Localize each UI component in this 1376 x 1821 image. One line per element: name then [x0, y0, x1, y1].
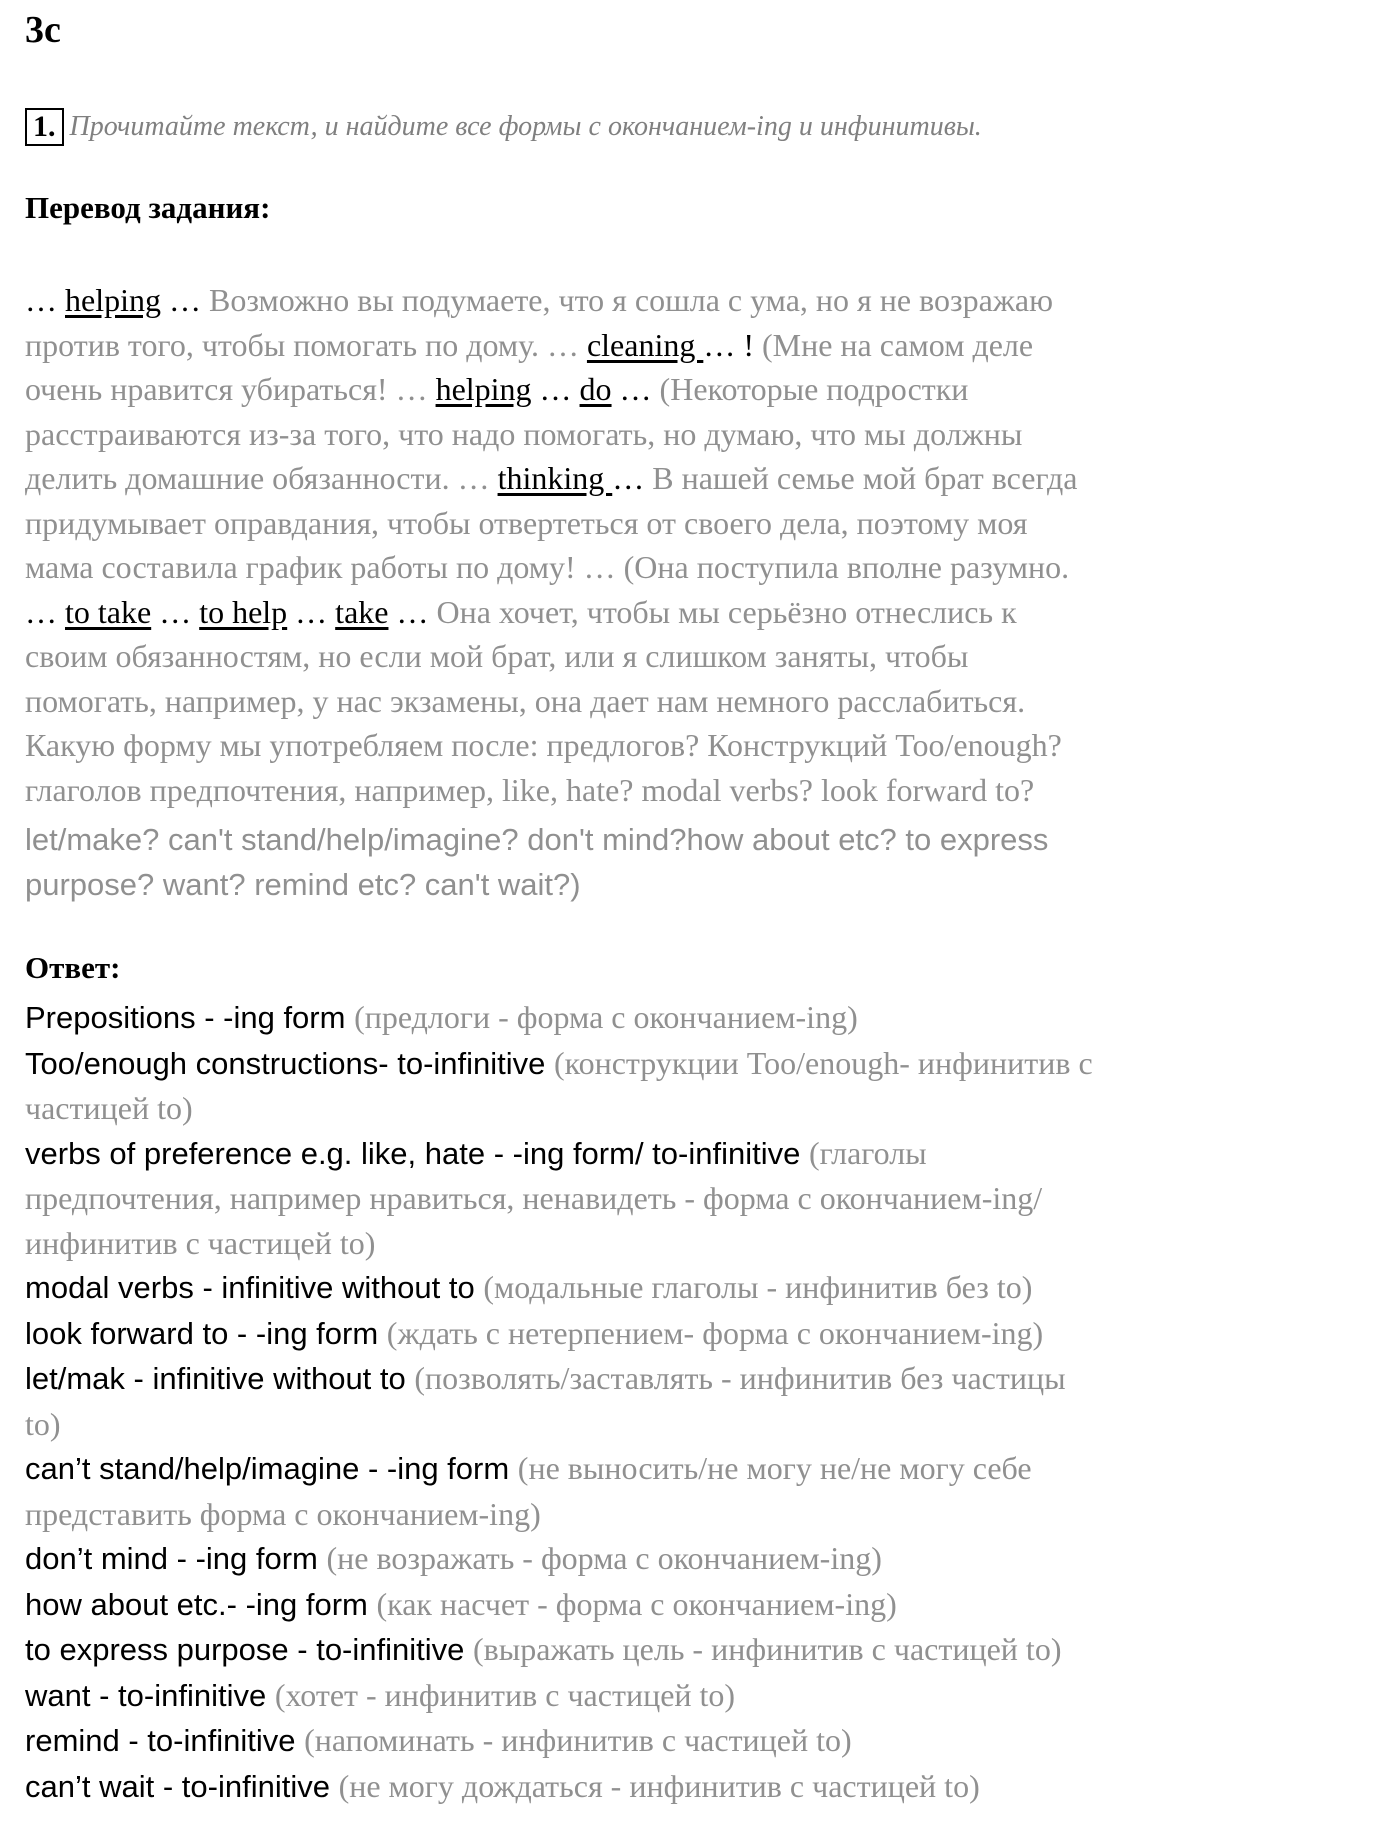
highlighted-word: thinking	[497, 460, 613, 496]
answer-rule: look forward to - -ing form	[25, 1315, 387, 1351]
translation-line	[25, 456, 1345, 501]
task-number-box: 1.	[25, 108, 64, 146]
answer-translation: (предлоги - форма с окончанием-ing)	[354, 999, 858, 1035]
translation-segment: purpose? want? remind etc? can't wait?)	[25, 866, 581, 902]
highlighted-word: helping	[65, 282, 161, 318]
answer-line	[25, 1673, 1350, 1719]
translation-segment: Какую форму мы употребляем после: предлогов? Конструкций Too/enough?	[25, 727, 1062, 763]
answer-rule: modal verbs - infinitive without to	[25, 1270, 484, 1305]
translation-line	[25, 590, 1345, 635]
translation-segment: (Некоторые подростки	[659, 371, 969, 407]
answer-translation: (не могу дождаться - инфинитив с частицей to)	[338, 1767, 980, 1804]
highlighted-word: to help	[199, 593, 288, 630]
translation-segment: против того, чтобы помогать по дому. …	[25, 326, 587, 363]
answer-line	[25, 1311, 1350, 1357]
answer-rule: let/mak - infinitive without to	[25, 1361, 415, 1396]
translation-line	[25, 863, 1345, 908]
answer-line	[25, 1492, 1350, 1537]
highlighted-word: to take	[65, 593, 152, 630]
answer-translation: to)	[25, 1405, 61, 1442]
translation-segment: В нашей семье мой брат всегда	[652, 460, 1078, 496]
translation-line	[25, 367, 1345, 412]
translation-segment: …	[388, 593, 437, 630]
translation-segment: (Мне на самом деле	[761, 326, 1034, 363]
translation-segment: … !	[703, 326, 762, 363]
answer-line	[25, 1176, 1350, 1221]
translation-segment: расстраиваются из-за того, что надо помогать, но думаю, что мы должны	[25, 415, 1023, 452]
translation-line	[25, 545, 1345, 590]
translation-line	[25, 768, 1345, 813]
translation-line	[25, 723, 1345, 768]
translation-segment: …	[612, 460, 653, 496]
answer-translation: (позволять/заставлять - инфинитив без частицы	[414, 1360, 1066, 1396]
translation-segment: глаголов предпочтения, например, like, hate? modal verbs? look forward to?	[25, 771, 1035, 808]
translation-segment: …	[287, 593, 336, 630]
answer-translation: (ждать с нетерпением- форма с окончанием-ing)	[386, 1314, 1044, 1351]
answer-line	[25, 1356, 1350, 1402]
answer-translation: (не возражать - форма с окончанием-ing)	[326, 1540, 882, 1576]
translation-segment: мама составила график работы по дому! … (Она поступила вполне разумно.	[25, 549, 1070, 585]
answer-line	[25, 1536, 1350, 1582]
answer-line	[25, 1041, 1350, 1087]
answer-line	[25, 1446, 1350, 1492]
translation-segment: let/make? can't stand/help/imagine? don't mind?how about etc? to express	[25, 822, 1049, 857]
section-title: 3c	[25, 9, 61, 51]
answer-translation: предпочтения, например нравиться, ненавидеть - форма с окончанием-ing/	[25, 1180, 1043, 1216]
answer-rule: want - to-infinitive	[25, 1677, 275, 1713]
answer-line	[25, 1131, 1350, 1177]
translation-line	[25, 818, 1345, 863]
translation-segment: делить домашние обязанности. …	[25, 460, 498, 496]
answer-rule: can’t wait - to-infinitive	[25, 1768, 339, 1804]
translation-line	[25, 679, 1345, 724]
answer-translation: (напоминать - инфинитив с частицей to)	[304, 1722, 852, 1758]
translation-segment: …	[611, 371, 660, 407]
translation-segment: Возможно вы подумаете, что я сошла с ума, но я не возражаю	[208, 282, 1054, 318]
translation-segment: помогать, например, у нас экзамены, она дает нам немного расслабиться.	[25, 682, 1026, 719]
answer-line	[25, 1265, 1350, 1311]
translation-line	[25, 278, 1345, 323]
translation-segment: …	[531, 371, 580, 407]
translation-line	[25, 323, 1345, 368]
translation-segment: придумывает оправдания, чтобы отвертеться от своего дела, поэтому моя	[25, 504, 1028, 541]
answer-translation: представить форма с окончанием-ing)	[25, 1495, 541, 1532]
answer-rule: to express purpose - to-infinitive	[25, 1632, 473, 1667]
answer-rule: Too/enough constructions- to-infinitive	[25, 1045, 555, 1081]
answer-translation: (конструкции Too/enough- инфинитив с	[554, 1044, 1093, 1081]
translation-segment: очень нравится убираться! …	[25, 371, 436, 407]
answer-line	[25, 1627, 1350, 1673]
translation-segment: …	[25, 593, 65, 630]
highlighted-word: helping	[435, 371, 532, 407]
task-instruction: Прочитайте текст, и найдите все формы с окончанием-ing и инфинитивы.	[69, 111, 982, 142]
translation-segment: …	[151, 593, 200, 630]
answer-line	[25, 1086, 1350, 1131]
highlighted-word: cleaning	[586, 326, 704, 363]
answer-rule: how about etc.- -ing form	[25, 1586, 377, 1622]
answer-translation: частицей to)	[25, 1090, 193, 1126]
task-line	[25, 108, 982, 146]
answer-rule: remind - to-infinitive	[25, 1723, 305, 1758]
translation-line	[25, 634, 1345, 679]
answer-rule: Prepositions - -ing form	[25, 1000, 355, 1035]
answer-translation: (не выносить/не могу не/не могу себе	[517, 1450, 1032, 1486]
answer-rule: can’t stand/help/imagine - -ing form	[25, 1451, 518, 1486]
answer-translation: инфинитив с частицей to)	[25, 1224, 376, 1261]
answer-translation: (выражать цель - инфинитив с частицей to)	[473, 1631, 1062, 1667]
answer-line	[25, 1221, 1350, 1266]
translation-segment: …	[25, 282, 65, 318]
translation-line	[25, 412, 1345, 457]
translation-line	[25, 501, 1345, 546]
answer-list	[25, 995, 1350, 1809]
translation-segment: Она хочет, чтобы мы серьёзно отнеслись к	[436, 593, 1017, 630]
answer-line	[25, 1582, 1350, 1628]
translation-text	[25, 278, 1345, 907]
highlighted-word: take	[335, 593, 389, 630]
answer-translation: (модальные глаголы - инфинитив без to)	[483, 1269, 1033, 1305]
translation-heading: Перевод задания:	[25, 190, 271, 225]
answer-rule: verbs of preference e.g. like, hate - -ing form/ to-infinitive	[25, 1135, 809, 1171]
highlighted-word: do	[579, 371, 612, 407]
answer-translation: (глаголы	[808, 1134, 927, 1171]
answer-rule: don’t mind - -ing form	[25, 1541, 327, 1576]
answer-translation: (хотет - инфинитив с частицей to)	[274, 1676, 736, 1713]
answer-line	[25, 995, 1350, 1041]
answer-translation: (как насчет - форма с окончанием-ing)	[376, 1585, 897, 1622]
translation-segment: своим обязанностям, но если мой брат, или я слишком заняты, чтобы	[25, 638, 969, 674]
answer-line	[25, 1764, 1350, 1810]
answer-line	[25, 1402, 1350, 1447]
translation-segment: …	[160, 282, 209, 318]
answer-line	[25, 1718, 1350, 1764]
answer-heading: Ответ:	[25, 950, 121, 985]
